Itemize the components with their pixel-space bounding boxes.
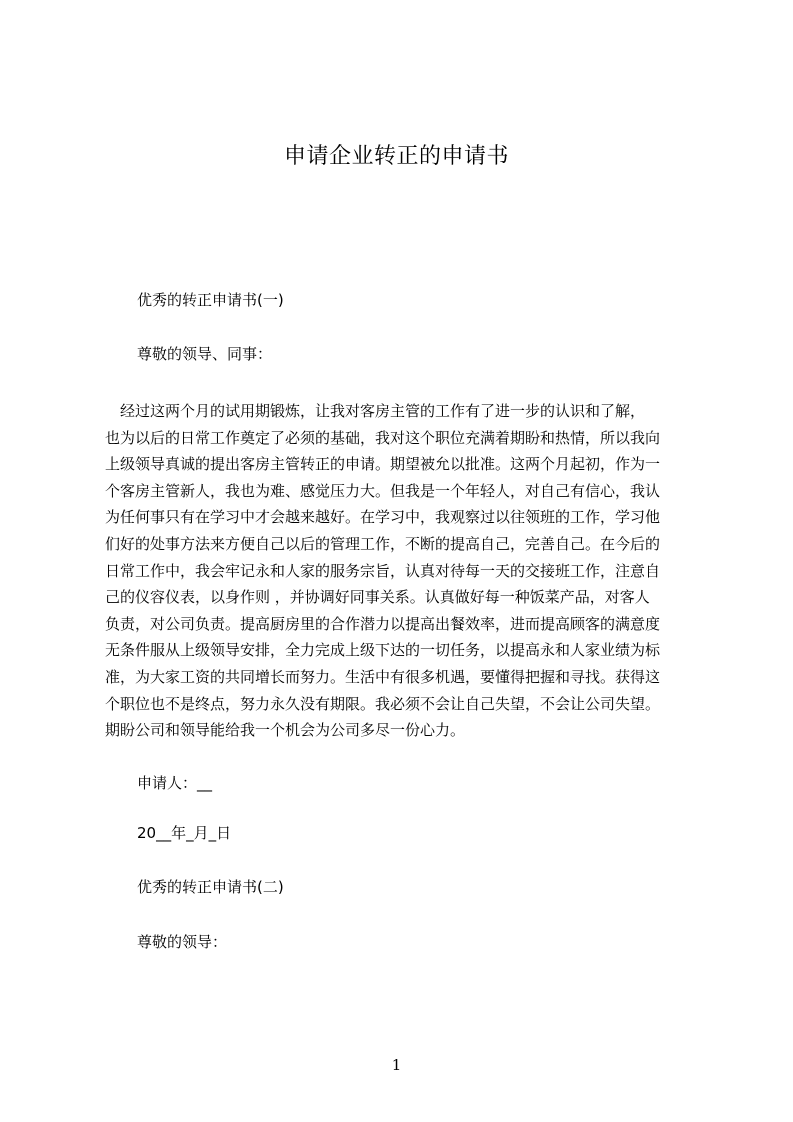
body-paragraph [105, 398, 700, 744]
document-title: 申请企业转正的申请书 [283, 144, 509, 169]
body-line: 无条件服从上级领导安排，全力完成上级下达的一切任务，以提高永和人家业绩为标 [105, 641, 661, 660]
salutation-2: 尊敬的领导： [137, 933, 228, 951]
body-line: 准，为大家工资的共同增长而努力。生活中有很多机遇，要懂得把握和寻找。获得这 [105, 667, 661, 686]
body-line: 个客房主管新人，我也为难、感觉压力大。但我是一个年轻人，对自己有信心，我认 [105, 481, 661, 500]
body-line: 也为以后的日常工作奠定了必须的基础，我对这个职位充满着期盼和热情，所以我向 [105, 428, 661, 447]
salutation-1: 尊敬的领导、同事： [137, 345, 273, 363]
body-line: 们好的处事方法来方便自己以后的管理工作，不断的提高自己，完善自己。在今后的 [105, 534, 661, 553]
page-number: 1 [391, 1056, 402, 1074]
date-line: 20__年_月_日 [137, 824, 232, 842]
body-line: 日常工作中，我会牢记永和人家的服务宗旨，认真对待每一天的交接班工作，注意自 [105, 561, 661, 580]
body-line: 期盼公司和领导能给我一个机会为公司多尽一份心力。 [105, 721, 466, 740]
body-line: 己的仪容仪表，以身作则 ，并协调好同事关系。认真做好每一种饭菜产品，对客人 [105, 588, 650, 607]
applicant-line: 申请人：__ [137, 774, 213, 792]
body-line: 个职位也不是终点，努力永久没有期限。我必须不会让自己失望，不会让公司失望。 [105, 694, 661, 713]
body-line: 为任何事只有在学习中才会越来越好。在学习中，我观察过以往领班的工作，学习他 [105, 508, 661, 527]
section-heading-2: 优秀的转正申请书(二) [137, 878, 284, 896]
body-line: 负责，对公司负责。提高厨房里的合作潜力以提高出餐效率，进而提高顾客的满意度 [105, 614, 661, 633]
section-heading-1: 优秀的转正申请书(一) [137, 291, 284, 309]
body-line: 上级领导真诚的提出客房主管转正的申请。期望被允以批准。这两个月起初，作为一 [105, 455, 661, 474]
body-line: 经过这两个月的试用期锻炼，让我对客房主管的工作有了进一步的认识和了解， [105, 402, 646, 420]
